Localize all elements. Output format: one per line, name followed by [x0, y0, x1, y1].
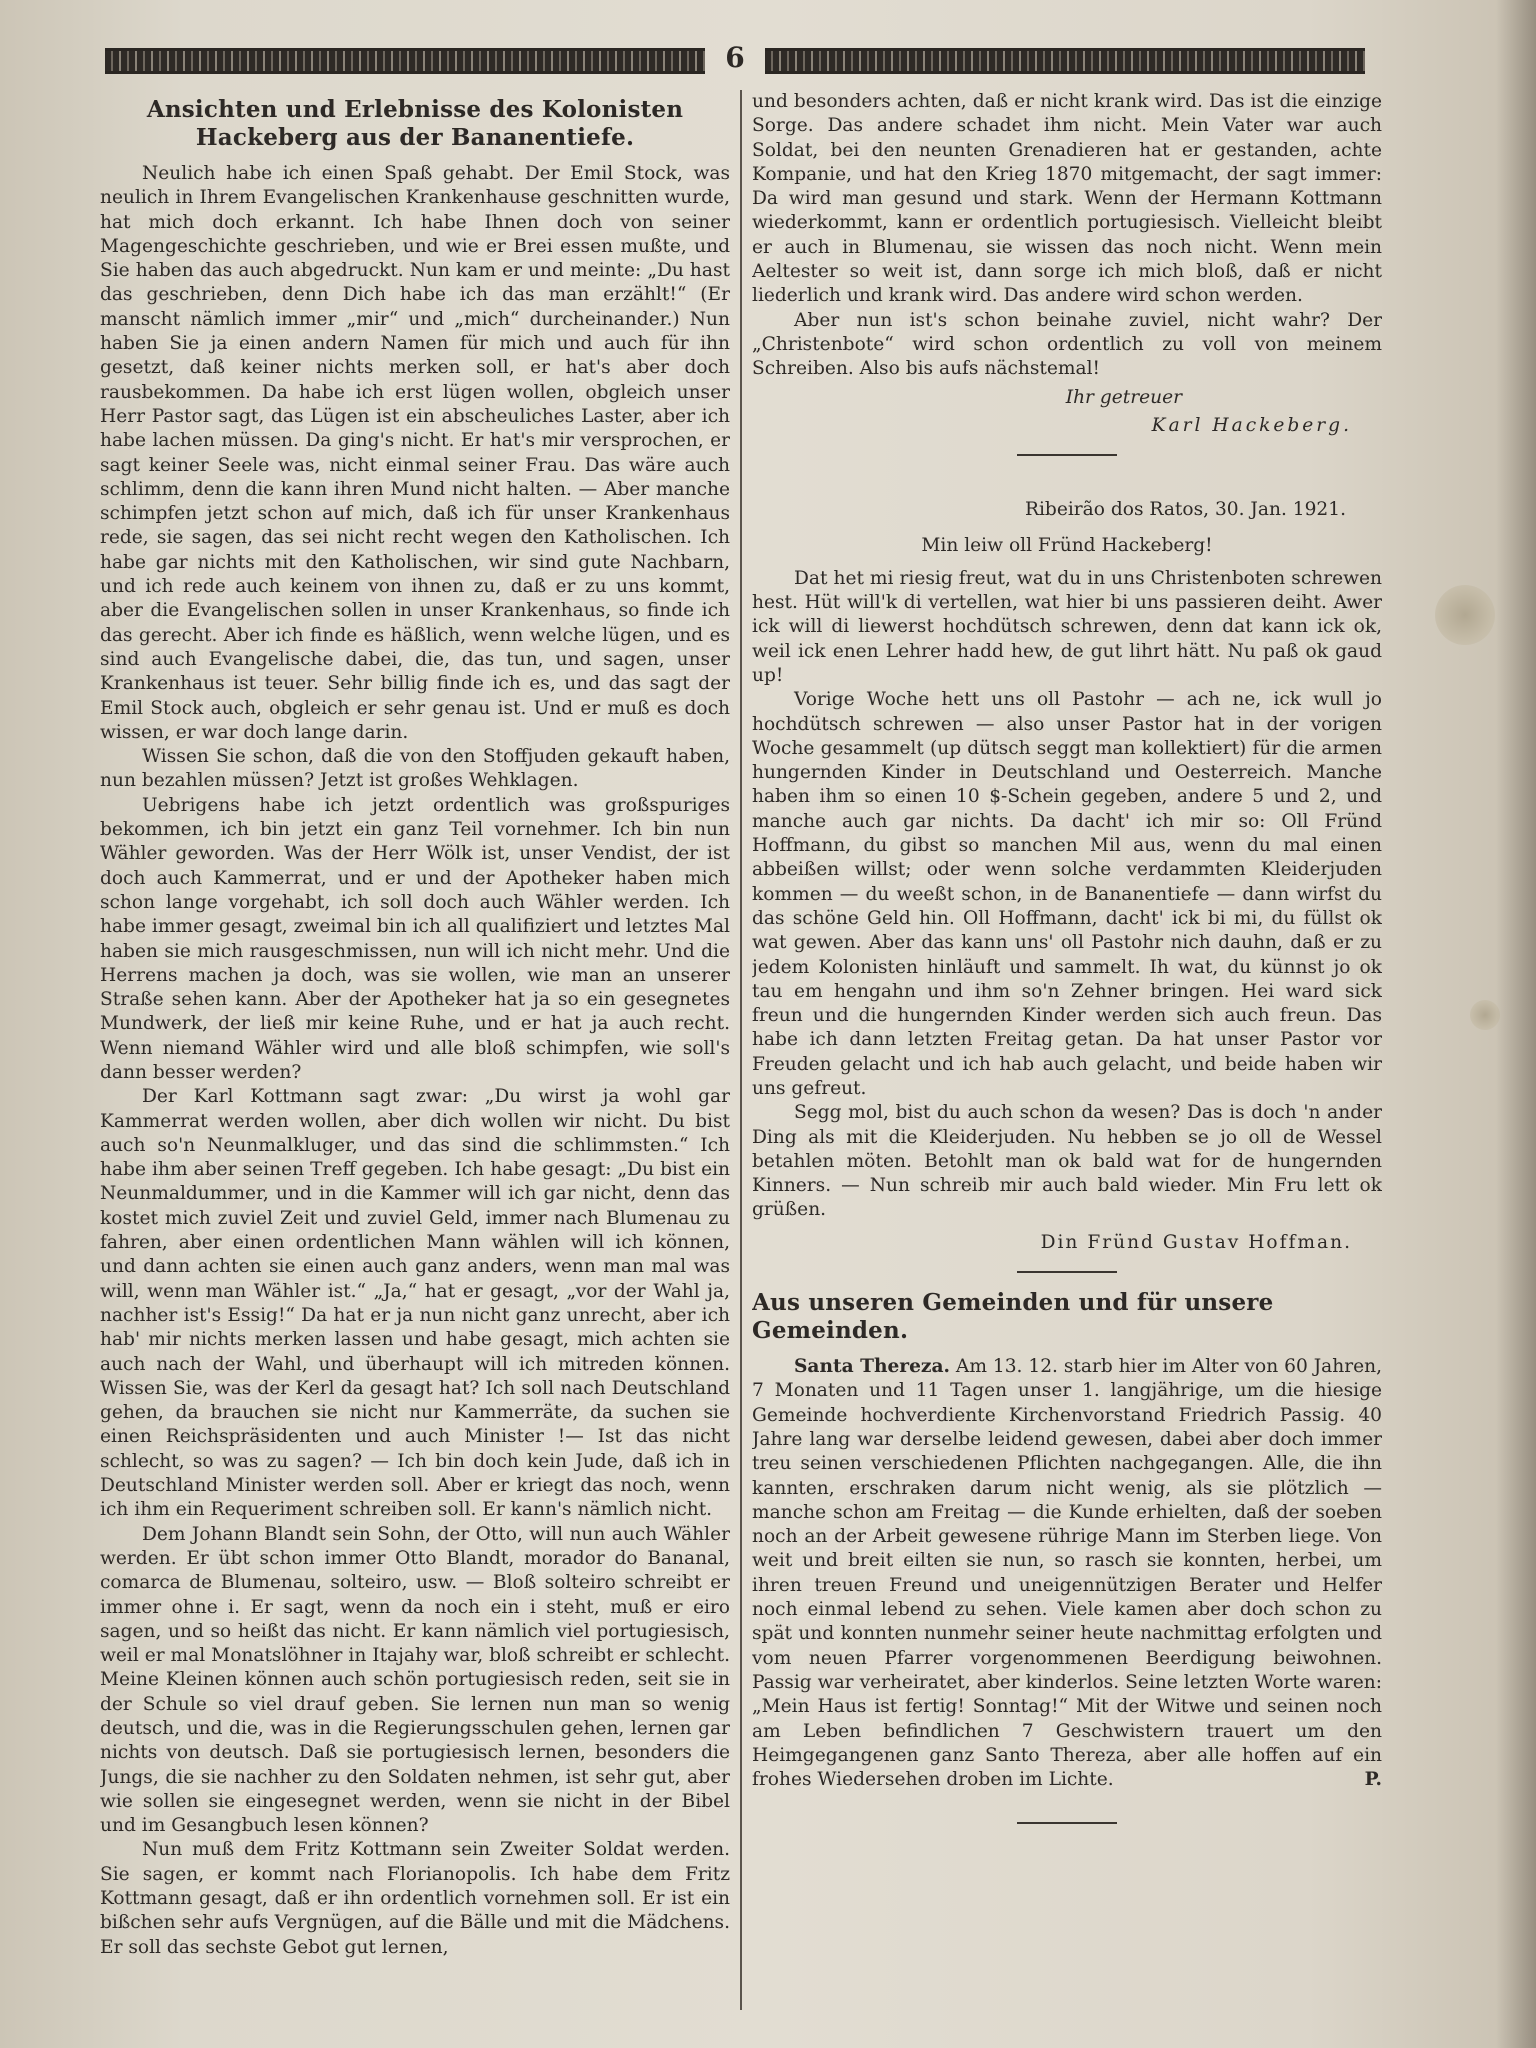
- page-number: 6: [725, 41, 745, 74]
- article-paragraph: Wissen Sie schon, daß die von den Stoffjuden gekauft haben, nun bezahlen müssen? Jetzt ist großes Wehklagen.: [100, 746, 730, 792]
- left-column: [100, 90, 730, 2010]
- article-paragraph: Nun muß dem Fritz Kottmann sein Zweiter Soldat werden. Sie sagen, er kommt nach Florianopolis. Ich habe dem Fritz Kottmann gesagt, daß er ihn ordentlich vornehmen soll. Er ist ein bißchen sehr aufs Vergnügen, auf die Bälle und mit die Mädchens. Er soll das sechste Gebot gut lernen,: [100, 1839, 730, 1958]
- place-name: Santa Thereza.: [794, 1356, 950, 1378]
- article-paragraph: Uebrigens habe ich jetzt ordentlich was großspuriges bekommen, ich bin jetzt ein ganz Teil vornehmer. Ich bin nun Wähler geworden. Was der Herr Wölk ist, unser Vendist, der ist doch auch Kammerrat, und er und der Apotheker haben mich schon lange vorgehabt, ich soll doch auch Wähler werden. Ich habe immer gesagt, zweimal bin ich all qualifiziert und letztes Mal haben sie mich rausgeschmissen, nun will ich nicht mehr. Und die Herrens machen ja doch, was sie wollen, wie man an unserer Straße sehen kann. Aber der Apotheker hat ja so ein gesegnetes Mundwerk, der ließ mir keine Ruhe, und er hat ja auch recht. Wenn niemand Wähler wird und alle bloß schimpfen, wie soll's dann besser werden?: [100, 794, 730, 1083]
- letter-greeting: Min leiw oll Fründ Hackeberg!: [921, 535, 1213, 557]
- article-paragraph: Der Karl Kottmann sagt zwar: „Du wirst ja wohl gar Kammerrat werden wollen, aber dich wollen wir nicht. Du bist auch so'n Neunmalkluger, und das sind die schlimmsten.“ Ich habe ihm aber seinen Treff gegeben. Ich habe gesagt: „Du bist ein Neunmaldummer, und in die Kammer will ich gar nicht, denn das kostet mich zuviel Zeit und zuviel Geld, immer nach Blumenau zu fahren, aber einen ordentlichen Mann wählen will ich können, und dann achten sie einen auch ganz anders, wenn man mal was will, wenn man Wähler ist.“ „Ja,“ hat er gesagt, „vor der Wahl ja, nachher ist's Essig!“ Da hat er ja nun nicht ganz unrecht, aber ich hab' mir nichts merken lassen und habe gesagt, mich achten sie auch nach der Wahl, und überhaupt will ich mitreden können. Wissen Sie, was der Kerl da gesagt hat? Ich soll nach Deutschland gehen, da brauchen sie nicht nur Kammerräte, da suchen sie einen Reichspräsidenten und auch Minister !— Ist das nicht schlecht, so was zu sagen? — Ich bin doch kein Jude, daß ich in Deutschland Minister werden soll. Aber er kriegt das noch, wenn ich ihm ein Requeriment schreiben soll. Er kann's nämlich nicht.: [100, 1086, 730, 1521]
- letter-paragraph: Vorige Woche hett uns oll Pastohr — ach ne, ick wull jo hochdütsch schrewen — also unser Pastor hat in der vorigen Woche gesammelt (up dütsch seggt man kollektiert) für die armen hungernden Kinder in Deutschland und Oesterreich. Manche haben ihm so einen 10 $-Schein gegeben, andere 5 und 2, und manche auch gar nichts. Da dacht' ich mir so: Oll Fründ Hoffmann, du gibst so manchen Mil aus, wenn du mal einen abbeißen willst; oder wenn solche verdammten Kleiderjuden kommen — du weeßt schon, in de Bananentiefe — dann wirfst du das schöne Geld hin. Oll Hoffmann, dacht' ick bi mi, du füllst ok wat gewen. Aber das kann uns' oll Pastohr nich dauhn, daß er zu jedem Kolonisten hinläuft und sammelt. Ih wat, du künnst jo ok tau em hengahn und ihm so'n Zehner bringen. Hei ward sick freun und die hungernden Kinder werden sich auch freun. Das habe ich dann letzten Freitag getan. Da hat unser Pastor vor Freuden gelacht und ich hab auch gelacht, und beide haben wir uns gefreut.: [752, 689, 1382, 1099]
- article-title-gemeinden: Aus unseren Gemeinden und für unsere Gemeinden.: [752, 1289, 1274, 1345]
- column-divider: [740, 90, 742, 2010]
- letter-paragraph: Dat het mi riesig freut, wat du in uns Christenboten schrewen hest. Hüt will'k di vertellen, wat hier bi uns passieren deiht. Awer ick will di liewerst hochdütsch schrewen, denn dat kann ick ok, weil ick enen Lehrer hadd hew, de gut lihrt hätt. Nu paß ok gaud up!: [752, 567, 1382, 686]
- signature-name: Karl Hackeberg.: [1151, 414, 1352, 436]
- right-column: [752, 90, 1382, 2010]
- article-paragraph-continued: und besonders achten, daß er nicht krank wird. Das ist die einzige Sorge. Das andere schadet ihm nicht. Mein Vater war auch Soldat, bei den neunten Grenadieren hat er gestanden, achte Kompanie, und hat den Krieg 1870 mitgemacht, der sagt immer: Da wird man gesund und stark. Wenn der Hermann Kottmann wiederkommt, kann er ordentlich portugiesisch. Vielleicht bleibt er auch in Blumenau, sie wissen das noch nicht. Wenn mein Aeltester so weit ist, dann sorge ich mich bloß, daß er nicht liederlich und krank wird. Das andere wird schon werden.: [752, 91, 1382, 307]
- article-title-hackeberg: Ansichten und Erlebnisse des Kolonisten Hackeberg aus der Bananentiefe.: [146, 96, 684, 151]
- page-edge-shadow: [1496, 0, 1536, 2048]
- signature-salutation: Ihr getreuer: [1065, 386, 1182, 408]
- author-initial: P.: [1364, 1769, 1382, 1791]
- section-rule: [1017, 454, 1117, 456]
- article-paragraph: [752, 1355, 1382, 1792]
- section-rule: [1017, 1271, 1117, 1273]
- letter-paragraph: Segg mol, bist du auch schon da wesen? Das is doch 'n ander Ding als mit die Kleiderjuden. Nu hebben se jo oll de Wessel betahlen möten. Betohlt man ok bald wat for de hungernden Kinners. — Nun schreib mir auch bald wieder. Min Fru lett ok grüßen.: [752, 1102, 1382, 1221]
- page-header: [105, 40, 1365, 76]
- paper-damage-hole: [1435, 585, 1495, 645]
- article-body: Am 13. 12. starb hier im Alter von 60 Jahren, 7 Monaten und 11 Tagen unser 1. langjährige, um die hiesige Gemeinde hochverdiente Kirchenvorstand Friedrich Passig. 40 Jahre lang war derselbe leidend gewesen, dabei aber doch immer treu seinen verschiedenen Pflichten nachgegangen. Alle, die ihn kannten, erschraken darum nicht wenig, als sie plötzlich — manche schon am Freitag — die Kunde erhielten, daß der soeben noch an der Arbeit gewesene rührige Mann im Sterben liege. Von weit und breit eilten sie nun, so rasch sie konnten, herbei, um ihren treuen Freund und uneigennützigen Berater und Helfer noch einmal lebend zu sehen. Viele kamen aber doch schon zu spät und konnten nunmehr seiner heute nachmittag erfolgten und vom neuen Pfarrer vorgenommenen Beerdigung beiwohnen. Passig war verheiratet, aber kinderlos. Seine letzten Worte waren: „Mein Haus ist fertig! Sonntag!“ Mit der Witwe und seinen noch am Leben befindlichen 7 Geschwistern trauert um den Heimgegangenen ganz Santo Thereza, aber alle hoffen auf ein frohes Wiedersehen droben im Lichte.: [752, 1356, 1382, 1791]
- header-ornament-right: [765, 48, 1365, 74]
- header-ornament-left: [105, 48, 705, 74]
- section-rule: [1017, 1822, 1117, 1824]
- article-paragraph-continued: Aber nun ist's schon beinahe zuviel, nicht wahr? Der „Christenbote“ wird schon ordentlich zu voll von meinem Schreiben. Also bis aufs nächstemal!: [752, 309, 1382, 380]
- article-paragraph: Dem Johann Blandt sein Sohn, der Otto, will nun auch Wähler werden. Er übt schon immer Otto Blandt, morador do Bananal, comarca de Blumenau, solteiro, usw. — Bloß solteiro schreibt er immer ohne i. Er sagt, wenn da noch ein i steht, muß er eiro sagen, und so heißt das nicht. Er kann nämlich viel portugiesisch, weil er mal Monatslöhner in Itajahy war, bloß schreibt er schlecht. Meine Kleinen können auch schön portugiesisch reden, seit sie in der Schule so viel drauf geben. Sie lernen nun man so wenig deutsch, und die, was in die Regierungsschulen gehen, lernen gar nichts von deutsch. Daß sie portugiesisch lernen, besonders die Jungs, die sie nachher zu den Soldaten nehmen, ist sehr gut, aber wie sollen sie eingesegnet werden, wenn sie nicht in der Bibel und im Gesangbuch lesen können?: [100, 1523, 730, 1837]
- letter-closing: Din Fründ Gustav Hoffman.: [1040, 1231, 1352, 1253]
- letter-dateline: Ribeirão dos Ratos, 30. Jan. 1921.: [1024, 499, 1346, 521]
- article-paragraph: Neulich habe ich einen Spaß gehabt. Der Emil Stock, was neulich in Ihrem Evangelischen Krankenhause geschnitten wurde, hat mich doch erkannt. Ich habe Ihnen doch von seiner Magengeschichte geschrieben, und wie er Brei essen mußte, und Sie haben das auch abgedruckt. Nun kam er und meinte: „Du hast das geschrieben, denn Dich habe ich das man erzählt!“ (Er manscht nämlich immer „mir“ und „mich“ durcheinander.) Nun haben Sie ja einen andern Namen für mich und auch für ihn gesetzt, daß keiner nichts merken soll, er hat's aber doch rausbekommen. Da habe ich erst lügen wollen, obgleich unser Herr Pastor sagt, das Lügen ist ein abscheuliches Laster, aber ich habe lachen müssen. Da ging's nicht. Er hat's mir versprochen, er sagt keiner Seele was, nicht einmal seiner Frau. Das wäre auch schlimm, denn die kann ihren Mund nicht halten. — Aber manche schimpfen jetzt schon auf mich, daß ich für unser Krankenhaus rede, sie sagen, das sei nicht recht wegen den Katholischen. Ich habe gar nichts mit den Katholischen, wir sind gute Nachbarn, und ich rede auch keinem von ihnen zu, daß er zu uns kommt, aber die Evangelischen sollen in unser Krankenhaus, so finde ich das gerecht. Aber ich finde es häßlich, wenn welche lügen, und es sind auch Evangelische dabei, die, das tun, und sagen, unser Krankenhaus ist teuer. Sehr billig finde ich es, und das sagt der Emil Stock auch, obgleich er sehr genau ist. Und er muß es doch wissen, er war doch lange darin.: [100, 163, 730, 743]
